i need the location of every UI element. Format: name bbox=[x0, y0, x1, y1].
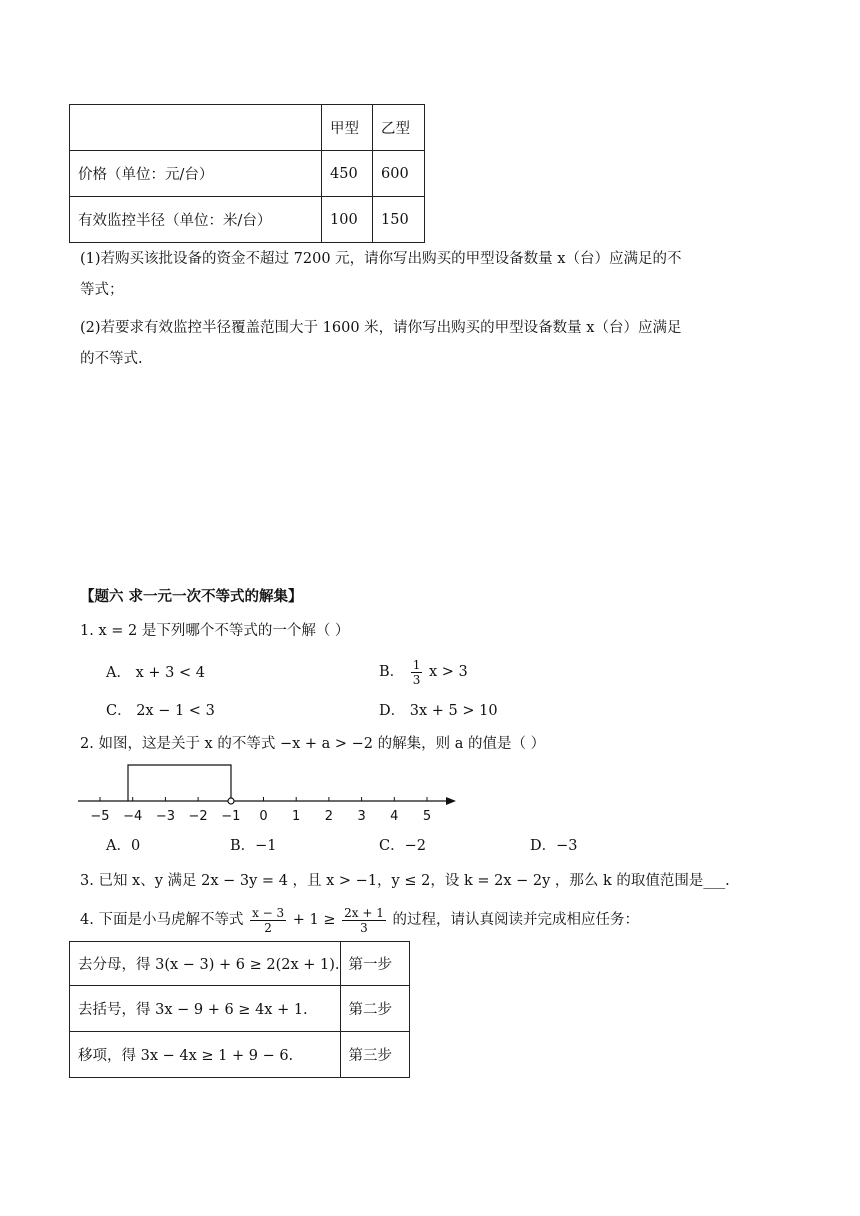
fraction bbox=[250, 906, 286, 935]
axis-arrow bbox=[446, 797, 456, 805]
solution-steps-table bbox=[69, 941, 410, 1078]
tick-label: −1 bbox=[221, 809, 241, 824]
tick-label: 0 bbox=[259, 809, 268, 824]
q2-option-a: A．0 bbox=[106, 838, 141, 854]
step-text: 去括号，得 3x − 9 + 6 ≥ 4x + 1. bbox=[70, 986, 341, 1032]
fraction bbox=[411, 658, 423, 687]
q1-option-b-label: B． bbox=[379, 664, 405, 680]
table-row bbox=[70, 197, 425, 243]
fraction bbox=[342, 906, 386, 935]
tick-label: −3 bbox=[155, 809, 175, 824]
tick-label: 3 bbox=[357, 809, 366, 824]
q4-stem-mid: + 1 ≥ bbox=[292, 912, 336, 928]
table-header-cell: 甲型 bbox=[322, 105, 373, 151]
table-cell: 600 bbox=[373, 151, 425, 197]
fraction-denominator: 3 bbox=[412, 672, 421, 687]
q2-option-d: D．−3 bbox=[530, 838, 578, 854]
part2-line2: 的不等式. bbox=[80, 351, 143, 367]
q1-stem: 1. x = 2 是下列哪个不等式的一个解（ ） bbox=[80, 623, 350, 639]
table-row bbox=[70, 151, 425, 197]
table-cell: 150 bbox=[373, 197, 425, 243]
q1-option-a: A． x + 3 < 4 bbox=[106, 665, 205, 681]
fraction-denominator: 2 bbox=[264, 920, 272, 935]
tick-label: −5 bbox=[90, 809, 110, 824]
q2-option-b: B．−1 bbox=[230, 838, 277, 854]
table-cell: 有效监控半径（单位：米/台） bbox=[70, 197, 322, 243]
q1-option-d: D． 3x + 5 > 10 bbox=[379, 703, 498, 719]
table-row bbox=[70, 942, 410, 986]
part1-line1: (1)若购买该批设备的资金不超过 7200 元，请你写出购买的甲型设备数量 x（台）应满足的不 bbox=[80, 251, 682, 267]
step-text: 移项，得 3x − 4x ≥ 1 + 9 − 6. bbox=[70, 1032, 341, 1078]
tick-label: 1 bbox=[292, 809, 301, 824]
part1-line2: 等式； bbox=[80, 282, 124, 298]
table-cell: 450 bbox=[322, 151, 373, 197]
fraction-numerator: 2x + 1 bbox=[344, 905, 384, 920]
price-radius-table bbox=[69, 104, 425, 243]
table-row bbox=[70, 1032, 410, 1078]
fraction-numerator: 1 bbox=[412, 657, 421, 672]
table-row bbox=[70, 986, 410, 1032]
step-label: 第三步 bbox=[340, 1032, 409, 1078]
q4-stem-pre: 4. 下面是小马虎解不等式 bbox=[80, 912, 244, 928]
table-header-cell: 乙型 bbox=[373, 105, 425, 151]
q2-option-c: C．−2 bbox=[379, 838, 426, 854]
part2-line1: (2)若要求有效监控半径覆盖范围大于 1600 米，请你写出购买的甲型设备数量 x（台）应满足 bbox=[80, 320, 682, 336]
q4-stem-post: 的过程，请认真阅读并完成相应任务： bbox=[392, 912, 639, 928]
table-header-cell bbox=[70, 105, 322, 151]
solution-bracket bbox=[128, 765, 231, 801]
q1-option-b bbox=[379, 654, 468, 690]
tick-label: −4 bbox=[123, 809, 143, 824]
step-label: 第一步 bbox=[340, 942, 409, 986]
number-line bbox=[70, 760, 470, 830]
fraction-numerator: x − 3 bbox=[252, 905, 285, 920]
q1-option-c: C． 2x − 1 < 3 bbox=[106, 703, 215, 719]
q3-stem: 3. 已知 x、y 满足 2x − 3y = 4 ，且 x > −1，y ≤ 2，设 k = 2x − 2y ，那么 k 的取值范围是___. bbox=[80, 873, 730, 889]
table-cell: 100 bbox=[322, 197, 373, 243]
tick-label: 4 bbox=[390, 809, 399, 824]
step-text: 去分母，得 3(x − 3) + 6 ≥ 2(2x + 1). bbox=[70, 942, 341, 986]
step-label: 第二步 bbox=[340, 986, 409, 1032]
tick-label: 2 bbox=[324, 809, 334, 824]
open-circle bbox=[228, 798, 234, 804]
q4-stem bbox=[80, 900, 639, 940]
q1-option-b-rest: x > 3 bbox=[429, 664, 468, 680]
fraction-denominator: 3 bbox=[360, 920, 368, 935]
table-cell: 价格（单位：元/台） bbox=[70, 151, 322, 197]
section-title: 【题六 求一元一次不等式的解集】 bbox=[80, 588, 303, 605]
tick-label: −2 bbox=[188, 809, 208, 824]
tick-label: 5 bbox=[422, 809, 432, 824]
q2-stem: 2. 如图，这是关于 x 的不等式 −x + a > −2 的解集，则 a 的值是（ ） bbox=[80, 736, 546, 752]
